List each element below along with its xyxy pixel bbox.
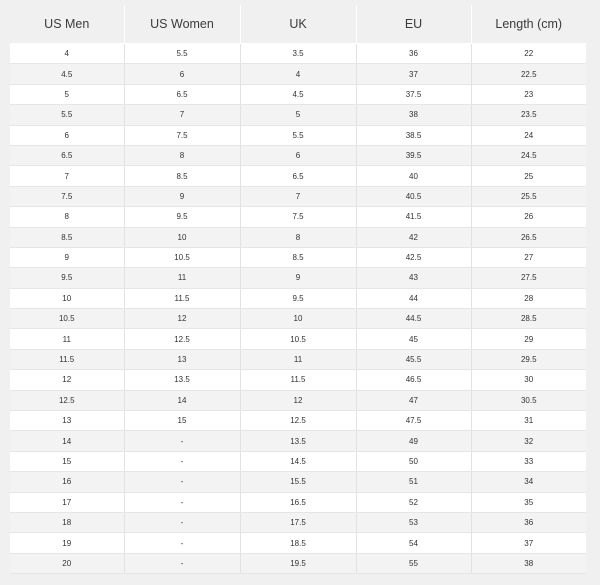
length-cm-cell: 24 <box>471 125 586 145</box>
us-men-cell: 6.5 <box>10 145 124 165</box>
eu-cell: 39.5 <box>356 145 471 165</box>
uk-cell: 12 <box>240 390 356 410</box>
us-women-cell: - <box>124 533 240 553</box>
table-row <box>10 451 586 471</box>
us-men-cell: 7.5 <box>10 186 124 206</box>
uk-cell: 16.5 <box>240 492 356 512</box>
uk-cell: 7.5 <box>240 207 356 227</box>
eu-cell: 40 <box>356 166 471 186</box>
us-women-cell: 8.5 <box>124 166 240 186</box>
header-us-men: US Men <box>10 5 124 44</box>
uk-cell: 12.5 <box>240 411 356 431</box>
eu-cell: 38.5 <box>356 125 471 145</box>
length-cm-cell: 23 <box>471 84 586 104</box>
length-cm-cell: 24.5 <box>471 145 586 165</box>
us-women-cell: 15 <box>124 411 240 431</box>
us-men-cell: 18 <box>10 512 124 532</box>
eu-cell: 47 <box>356 390 471 410</box>
us-men-cell: 4 <box>10 44 124 64</box>
eu-cell: 44.5 <box>356 309 471 329</box>
table-row <box>10 492 586 512</box>
length-cm-cell: 37 <box>471 533 586 553</box>
length-cm-cell: 26 <box>471 207 586 227</box>
length-cm-cell: 27 <box>471 247 586 267</box>
us-women-cell: 11.5 <box>124 288 240 308</box>
table-row <box>10 166 586 186</box>
eu-cell: 36 <box>356 44 471 64</box>
us-men-cell: 20 <box>10 553 124 573</box>
uk-cell: 4.5 <box>240 84 356 104</box>
eu-cell: 45 <box>356 329 471 349</box>
table-row <box>10 390 586 410</box>
length-cm-cell: 36 <box>471 512 586 532</box>
length-cm-cell: 35 <box>471 492 586 512</box>
table-row <box>10 207 586 227</box>
table-row <box>10 431 586 451</box>
table-header <box>10 5 586 44</box>
us-women-cell: 12.5 <box>124 329 240 349</box>
table-body <box>10 44 586 574</box>
table-row <box>10 44 586 64</box>
length-cm-cell: 29.5 <box>471 349 586 369</box>
table-row <box>10 247 586 267</box>
us-men-cell: 15 <box>10 451 124 471</box>
eu-cell: 40.5 <box>356 186 471 206</box>
uk-cell: 8 <box>240 227 356 247</box>
us-men-cell: 13 <box>10 411 124 431</box>
table-row <box>10 370 586 390</box>
eu-cell: 53 <box>356 512 471 532</box>
length-cm-cell: 30 <box>471 370 586 390</box>
uk-cell: 5.5 <box>240 125 356 145</box>
us-women-cell: 13.5 <box>124 370 240 390</box>
eu-cell: 49 <box>356 431 471 451</box>
uk-cell: 4 <box>240 64 356 84</box>
eu-cell: 37 <box>356 64 471 84</box>
length-cm-cell: 25 <box>471 166 586 186</box>
length-cm-cell: 29 <box>471 329 586 349</box>
us-women-cell: 12 <box>124 309 240 329</box>
us-men-cell: 11 <box>10 329 124 349</box>
table-row <box>10 105 586 125</box>
uk-cell: 8.5 <box>240 247 356 267</box>
us-women-cell: 9.5 <box>124 207 240 227</box>
table-row <box>10 309 586 329</box>
us-women-cell: 11 <box>124 268 240 288</box>
uk-cell: 6 <box>240 145 356 165</box>
eu-cell: 43 <box>356 268 471 288</box>
us-men-cell: 4.5 <box>10 64 124 84</box>
us-men-cell: 9.5 <box>10 268 124 288</box>
us-men-cell: 14 <box>10 431 124 451</box>
table-row <box>10 186 586 206</box>
length-cm-cell: 38 <box>471 553 586 573</box>
uk-cell: 6.5 <box>240 166 356 186</box>
table-row <box>10 84 586 104</box>
eu-cell: 51 <box>356 472 471 492</box>
us-men-cell: 10 <box>10 288 124 308</box>
eu-cell: 47.5 <box>356 411 471 431</box>
uk-cell: 19.5 <box>240 553 356 573</box>
us-women-cell: 7 <box>124 105 240 125</box>
us-women-cell: - <box>124 512 240 532</box>
uk-cell: 10.5 <box>240 329 356 349</box>
table-row <box>10 268 586 288</box>
eu-cell: 42 <box>356 227 471 247</box>
length-cm-cell: 32 <box>471 431 586 451</box>
uk-cell: 7 <box>240 186 356 206</box>
uk-cell: 13.5 <box>240 431 356 451</box>
length-cm-cell: 33 <box>471 451 586 471</box>
header-length-cm: Length (cm) <box>471 5 586 44</box>
table-row <box>10 512 586 532</box>
header-us-women: US Women <box>124 5 240 44</box>
us-women-cell: - <box>124 472 240 492</box>
uk-cell: 18.5 <box>240 533 356 553</box>
us-women-cell: 13 <box>124 349 240 369</box>
eu-cell: 38 <box>356 105 471 125</box>
us-women-cell: - <box>124 451 240 471</box>
us-men-cell: 12.5 <box>10 390 124 410</box>
us-men-cell: 17 <box>10 492 124 512</box>
us-men-cell: 11.5 <box>10 349 124 369</box>
us-men-cell: 16 <box>10 472 124 492</box>
eu-cell: 55 <box>356 553 471 573</box>
eu-cell: 45.5 <box>356 349 471 369</box>
us-men-cell: 12 <box>10 370 124 390</box>
header-uk: UK <box>240 5 356 44</box>
table-row <box>10 125 586 145</box>
length-cm-cell: 26.5 <box>471 227 586 247</box>
us-women-cell: - <box>124 553 240 573</box>
table-row <box>10 145 586 165</box>
uk-cell: 15.5 <box>240 472 356 492</box>
uk-cell: 10 <box>240 309 356 329</box>
eu-cell: 46.5 <box>356 370 471 390</box>
uk-cell: 11.5 <box>240 370 356 390</box>
header-eu: EU <box>356 5 471 44</box>
header-row <box>10 5 586 44</box>
us-men-cell: 7 <box>10 166 124 186</box>
eu-cell: 54 <box>356 533 471 553</box>
table-row <box>10 227 586 247</box>
table-row <box>10 472 586 492</box>
length-cm-cell: 25.5 <box>471 186 586 206</box>
table-row <box>10 553 586 573</box>
eu-cell: 41.5 <box>356 207 471 227</box>
uk-cell: 14.5 <box>240 451 356 471</box>
uk-cell: 9 <box>240 268 356 288</box>
table-row <box>10 411 586 431</box>
uk-cell: 11 <box>240 349 356 369</box>
uk-cell: 9.5 <box>240 288 356 308</box>
eu-cell: 52 <box>356 492 471 512</box>
us-women-cell: 5.5 <box>124 44 240 64</box>
uk-cell: 17.5 <box>240 512 356 532</box>
us-men-cell: 8.5 <box>10 227 124 247</box>
length-cm-cell: 31 <box>471 411 586 431</box>
us-women-cell: - <box>124 492 240 512</box>
table-row <box>10 349 586 369</box>
table-row <box>10 329 586 349</box>
us-men-cell: 19 <box>10 533 124 553</box>
table-row <box>10 533 586 553</box>
length-cm-cell: 22 <box>471 44 586 64</box>
table-row <box>10 288 586 308</box>
size-table <box>10 5 586 574</box>
uk-cell: 5 <box>240 105 356 125</box>
uk-cell: 3.5 <box>240 44 356 64</box>
us-women-cell: 6 <box>124 64 240 84</box>
us-men-cell: 5 <box>10 84 124 104</box>
size-chart <box>10 5 586 574</box>
us-men-cell: 10.5 <box>10 309 124 329</box>
eu-cell: 42.5 <box>356 247 471 267</box>
length-cm-cell: 28.5 <box>471 309 586 329</box>
length-cm-cell: 28 <box>471 288 586 308</box>
eu-cell: 50 <box>356 451 471 471</box>
us-men-cell: 8 <box>10 207 124 227</box>
us-women-cell: 7.5 <box>124 125 240 145</box>
length-cm-cell: 23.5 <box>471 105 586 125</box>
length-cm-cell: 22.5 <box>471 64 586 84</box>
eu-cell: 37.5 <box>356 84 471 104</box>
length-cm-cell: 30.5 <box>471 390 586 410</box>
length-cm-cell: 34 <box>471 472 586 492</box>
us-women-cell: 9 <box>124 186 240 206</box>
eu-cell: 44 <box>356 288 471 308</box>
us-women-cell: 14 <box>124 390 240 410</box>
us-women-cell: - <box>124 431 240 451</box>
us-women-cell: 10 <box>124 227 240 247</box>
table-row <box>10 64 586 84</box>
length-cm-cell: 27.5 <box>471 268 586 288</box>
us-men-cell: 6 <box>10 125 124 145</box>
us-women-cell: 10.5 <box>124 247 240 267</box>
us-women-cell: 8 <box>124 145 240 165</box>
us-women-cell: 6.5 <box>124 84 240 104</box>
us-men-cell: 5.5 <box>10 105 124 125</box>
us-men-cell: 9 <box>10 247 124 267</box>
